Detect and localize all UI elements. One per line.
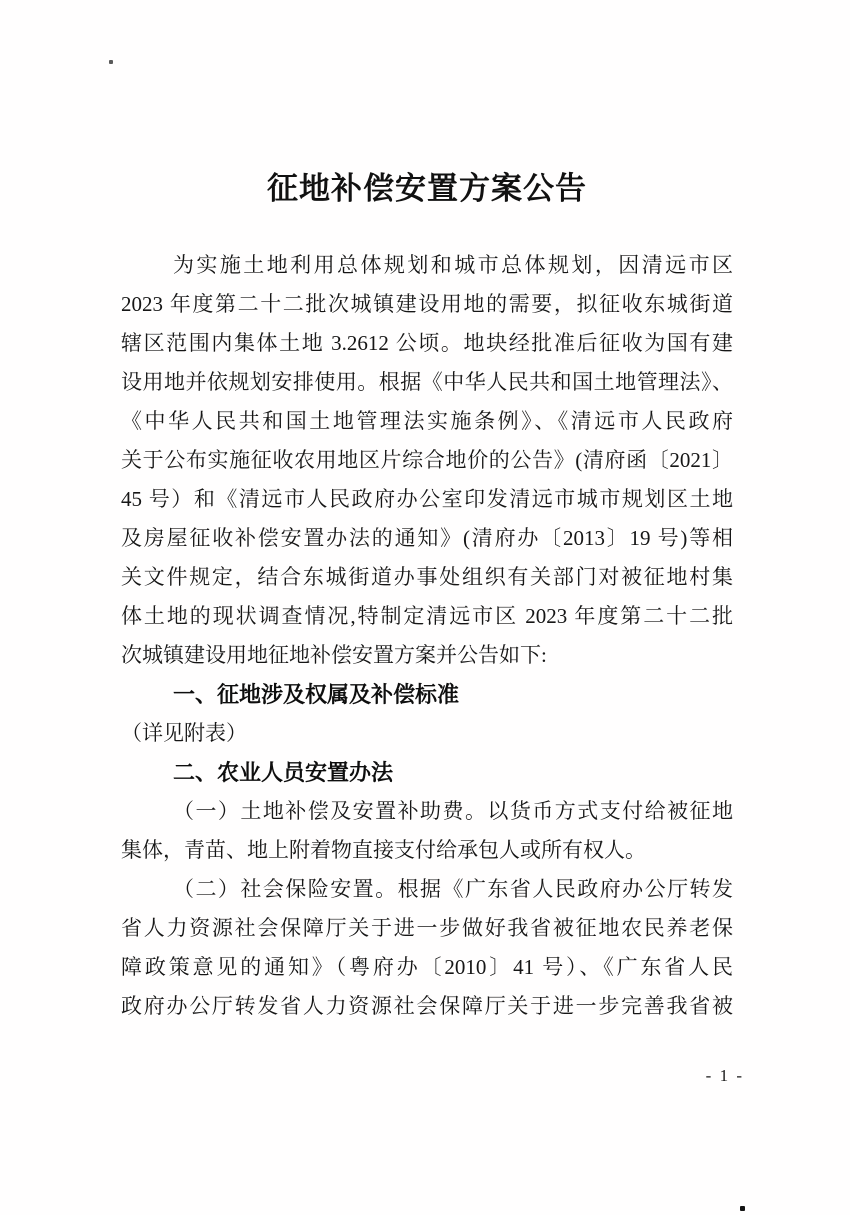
document-line: 关文件规定，结合东城街道办事处组织有关部门对被征地村集: [121, 565, 733, 589]
document-line: 障政策意见的通知》（粤府办〔2010〕41 号）、《广东省人民: [121, 955, 733, 979]
document-line: 《中华人民共和国土地管理法实施条例》、《清远市人民政府: [121, 409, 733, 433]
page-number: - 1 -: [705, 1066, 744, 1085]
document-line: 辖区范围内集体土地 3.2612 公顷。地块经批准后征收为国有建: [121, 331, 733, 355]
document-line: 次城镇建设用地征地补偿安置方案并公告如下:: [121, 643, 547, 667]
document-line: 及房屋征收补偿安置办法的通知》(清府办〔2013〕19 号)等相: [121, 526, 733, 550]
document-line: （详见附表）: [121, 721, 247, 745]
document-line: 集体，青苗、地上附着物直接支付给承包人或所有权人。: [121, 838, 646, 862]
document-line: （二）社会保险安置。根据《广东省人民政府办公厅转发: [173, 877, 733, 901]
document-line: 体土地的现状调查情况,特制定清远市区 2023 年度第二十二批: [121, 604, 733, 628]
section-heading: 二、农业人员安置办法: [173, 760, 394, 785]
document-line: 2023 年度第二十二批次城镇建设用地的需要，拟征收东城街道: [121, 292, 733, 316]
document-line: 设用地并依规划安排使用。根据《中华人民共和国土地管理法》、: [121, 370, 733, 394]
document-line: 为实施土地利用总体规划和城市总体规划，因清远市区: [173, 253, 733, 277]
document-line: 省人力资源社会保障厅关于进一步做好我省被征地农民养老保: [121, 916, 733, 940]
document-line: 关于公布实施征收农用地区片综合地价的公告》(清府函〔2021〕: [121, 448, 733, 472]
document-title: 征地补偿安置方案公告: [267, 171, 587, 206]
document-body: [121, 246, 733, 1026]
document-line: （一）土地补偿及安置补助费。以货币方式支付给被征地: [173, 799, 733, 823]
scan-artifact-dot: [109, 60, 113, 64]
document-line: 45 号）和《清远市人民政府办公室印发清远市城市规划区土地: [121, 487, 733, 511]
document-line: 政府办公厅转发省人力资源社会保障厅关于进一步完善我省被: [121, 994, 733, 1018]
scan-artifact-dot: [740, 1206, 745, 1211]
section-heading: 一、征地涉及权属及补偿标准: [173, 682, 460, 707]
